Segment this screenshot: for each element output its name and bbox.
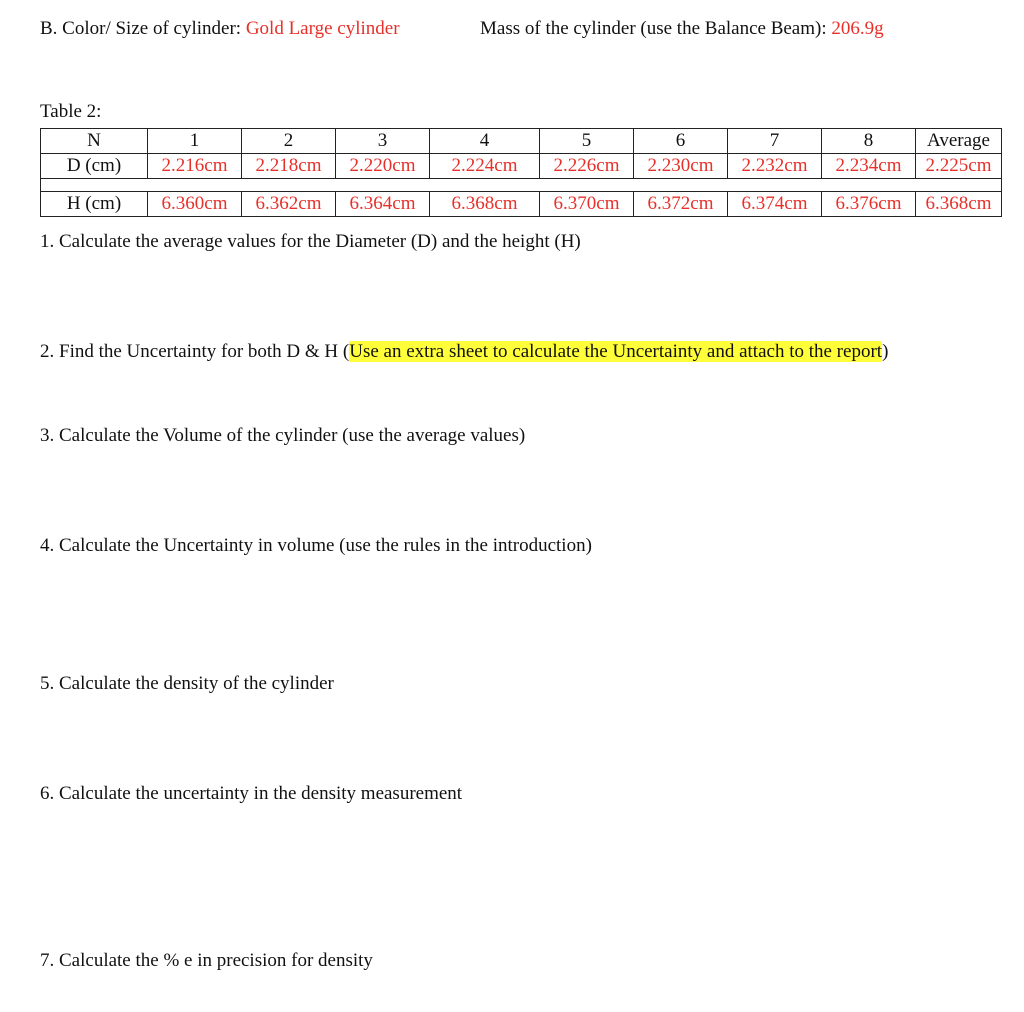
- header-cell-5: 5: [540, 129, 634, 154]
- h-value-8: 6.376cm: [822, 192, 916, 217]
- color-size-label: B. Color/ Size of cylinder:: [40, 18, 242, 39]
- header-line: [40, 18, 400, 40]
- d-value-4: 2.224cm: [430, 154, 540, 179]
- question-2-suffix: ): [882, 341, 889, 362]
- question-1: 1. Calculate the average values for the Diameter (D) and the height (H): [40, 231, 581, 252]
- header-cell-1: 1: [148, 129, 242, 154]
- header-cell-3: 3: [336, 129, 430, 154]
- question-7: 7. Calculate the % e in precision for density: [40, 950, 373, 971]
- question-2-highlight: Use an extra sheet to calculate the Uncertainty and attach to the report: [349, 341, 883, 362]
- header-cell-2: 2: [242, 129, 336, 154]
- data-table: [40, 128, 1002, 217]
- header-cell-average: Average: [916, 129, 1002, 154]
- row-label-d: D (cm): [41, 154, 148, 179]
- h-value-5: 6.370cm: [540, 192, 634, 217]
- header-cell-n: N: [41, 129, 148, 154]
- d-value-2: 2.218cm: [242, 154, 336, 179]
- color-size-value: Gold Large cylinder: [245, 18, 400, 39]
- h-value-average: 6.368cm: [916, 192, 1002, 217]
- mass-label: Mass of the cylinder (use the Balance Beam):: [480, 18, 827, 39]
- d-value-8: 2.234cm: [822, 154, 916, 179]
- header-cell-7: 7: [728, 129, 822, 154]
- d-value-7: 2.232cm: [728, 154, 822, 179]
- mass-value: 206.9g: [831, 18, 884, 39]
- header-cell-8: 8: [822, 129, 916, 154]
- table-row-spacer: [41, 179, 1002, 192]
- question-6: 6. Calculate the uncertainty in the density measurement: [40, 783, 463, 804]
- question-4: 4. Calculate the Uncertainty in volume (use the rules in the introduction): [40, 535, 592, 556]
- question-2-prefix: 2. Find the Uncertainty for both D & H (: [40, 341, 350, 362]
- question-5: 5. Calculate the density of the cylinder: [40, 673, 334, 694]
- header-cell-6: 6: [634, 129, 728, 154]
- h-value-3: 6.364cm: [336, 192, 430, 217]
- table-header-row: [41, 129, 1002, 154]
- table-row-h: [41, 192, 1002, 217]
- table-row-d: [41, 154, 1002, 179]
- d-value-6: 2.230cm: [634, 154, 728, 179]
- d-value-1: 2.216cm: [148, 154, 242, 179]
- h-value-7: 6.374cm: [728, 192, 822, 217]
- question-3: 3. Calculate the Volume of the cylinder (use the average values): [40, 425, 526, 446]
- header-cell-4: 4: [430, 129, 540, 154]
- h-value-2: 6.362cm: [242, 192, 336, 217]
- mass-line: [480, 18, 884, 40]
- table-title: Table 2:: [40, 101, 102, 122]
- d-value-3: 2.220cm: [336, 154, 430, 179]
- h-value-4: 6.368cm: [430, 192, 540, 217]
- row-label-h: H (cm): [41, 192, 148, 217]
- d-value-average: 2.225cm: [916, 154, 1002, 179]
- h-value-6: 6.372cm: [634, 192, 728, 217]
- h-value-1: 6.360cm: [148, 192, 242, 217]
- question-2: [40, 341, 888, 363]
- d-value-5: 2.226cm: [540, 154, 634, 179]
